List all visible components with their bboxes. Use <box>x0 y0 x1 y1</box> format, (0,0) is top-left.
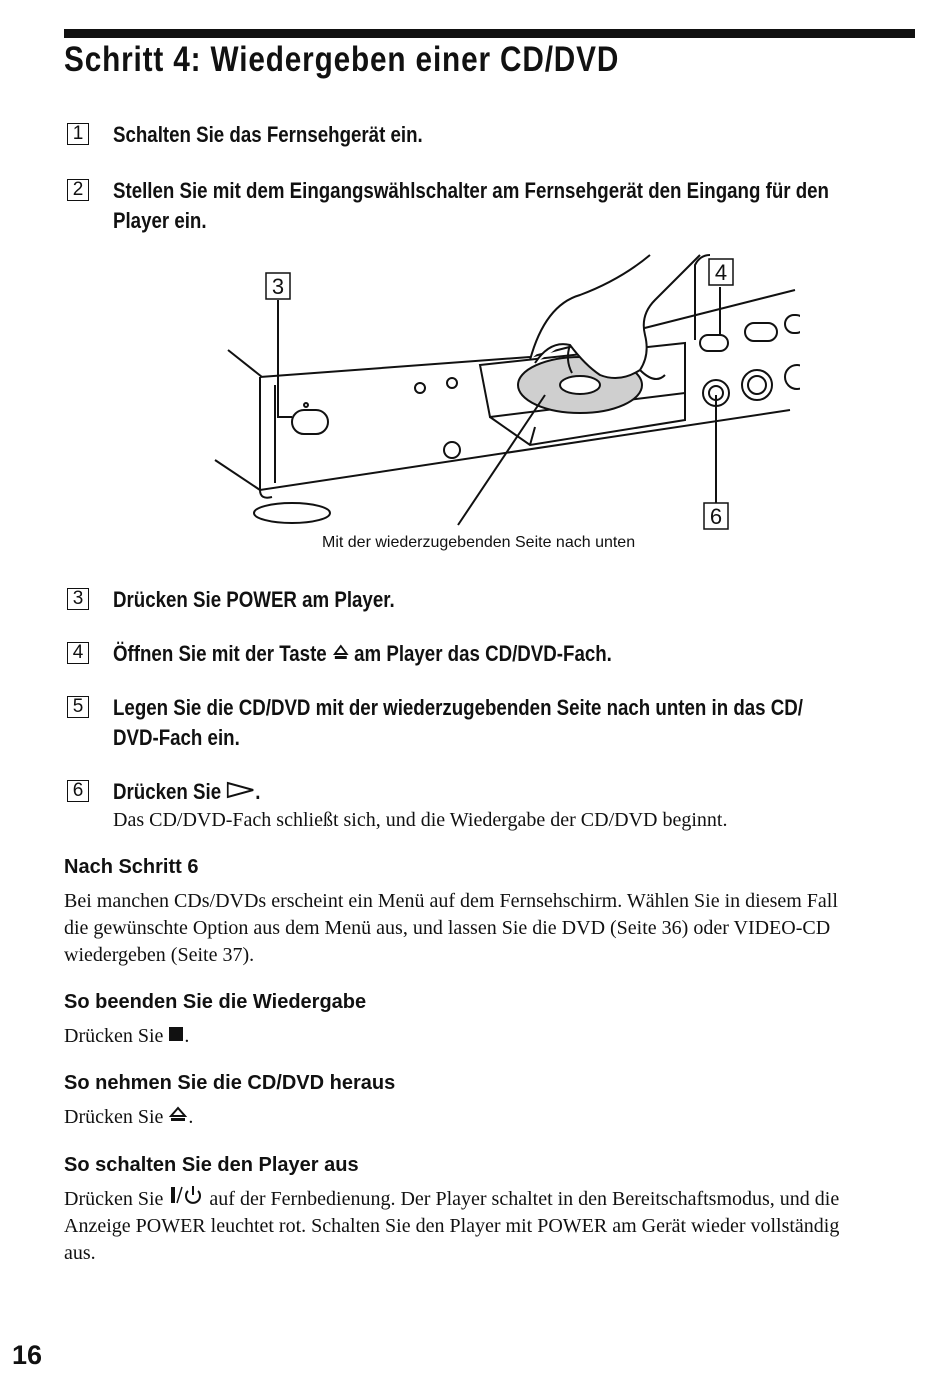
callout-6: 6 <box>709 504 723 529</box>
section-body <box>64 888 916 969</box>
step-text: Drücken Sie <box>113 779 222 804</box>
section-heading: Nach Schritt 6 <box>64 856 199 878</box>
section-body <box>64 1023 916 1050</box>
step-number: 4 <box>67 642 89 664</box>
body-text: Drücken Sie <box>64 1188 164 1210</box>
body-text-end: auf der Fernbedienung. Der Player schaltet in den Bereitschaftsmodus, und die <box>204 1188 840 1210</box>
body-line: aus. <box>64 1242 96 1264</box>
step-text: Schalten Sie das Fernsehgerät ein. <box>113 122 423 147</box>
page-title: Schritt 4: Wiedergeben einer CD/DVD <box>64 40 620 79</box>
step-number: 2 <box>67 179 89 201</box>
power-icon <box>168 1185 204 1205</box>
body-text-end: . <box>188 1106 194 1128</box>
player-illustration <box>200 245 800 565</box>
eject-icon <box>168 1105 188 1123</box>
top-rule <box>64 29 915 38</box>
step-text-end: . <box>255 779 261 804</box>
eject-icon <box>332 643 349 661</box>
stop-icon <box>168 1026 184 1042</box>
section-heading: So schalten Sie den Player aus <box>64 1154 359 1176</box>
step-number: 6 <box>67 780 89 802</box>
section-body <box>64 1185 916 1267</box>
step-text-cont: Player ein. <box>113 208 207 233</box>
body-line: Bei manchen CDs/DVDs erscheint ein Menü auf dem Fernsehschirm. Wählen Sie in diesem Fall <box>64 890 838 912</box>
step-text-end: am Player das CD/DVD-Fach. <box>354 641 612 666</box>
step-text: Drücken Sie POWER am Player. <box>113 587 395 612</box>
step-text: Öffnen Sie mit der Taste <box>113 641 327 666</box>
body-text-end: . <box>184 1025 190 1047</box>
step-6-note: Das CD/DVD-Fach schließt sich, und die Wiedergabe der CD/DVD beginnt. <box>113 809 728 831</box>
callout-3: 3 <box>271 274 285 299</box>
step-number: 5 <box>67 696 89 718</box>
step-text-cont: DVD-Fach ein. <box>113 725 240 750</box>
page-number: 16 <box>12 1340 43 1370</box>
illustration-caption: Mit der wiederzugebenden Seite nach unten <box>322 534 636 551</box>
body-line: die gewünschte Option aus dem Menü aus, und lassen Sie die DVD (Seite 36) oder VIDEO-CD <box>64 917 831 939</box>
callout-4: 4 <box>714 260 728 285</box>
section-heading: So beenden Sie die Wiedergabe <box>64 991 367 1013</box>
step-number: 3 <box>67 588 89 610</box>
body-text: Drücken Sie <box>64 1025 164 1047</box>
play-icon <box>226 781 255 799</box>
step-number: 1 <box>67 123 89 145</box>
step-text: Stellen Sie mit dem Eingangswählschalter am Fernsehgerät den Eingang für den <box>113 178 829 203</box>
body-line: wiedergeben (Seite 37). <box>64 944 255 966</box>
body-text: Drücken Sie <box>64 1106 164 1128</box>
body-line: Anzeige POWER leuchtet rot. Schalten Sie den Player mit POWER am Gerät wieder vollständig <box>64 1215 840 1237</box>
step-text: Legen Sie die CD/DVD mit der wiederzugebenden Seite nach unten in das CD/ <box>113 695 803 720</box>
section-body <box>64 1104 916 1131</box>
section-heading: So nehmen Sie die CD/DVD heraus <box>64 1072 396 1094</box>
